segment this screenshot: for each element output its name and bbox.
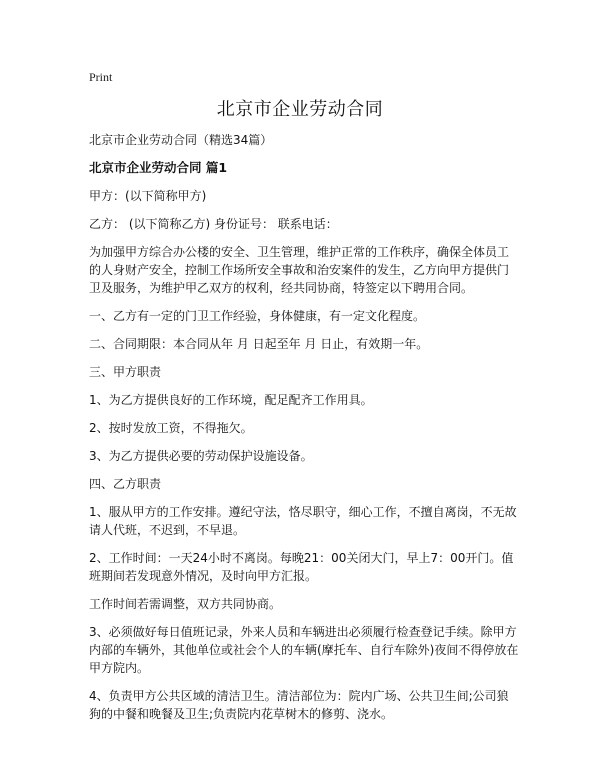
paragraph-intro: 为加强甲方综合办公楼的安全、卫生管理，维护正常的工作秩序，确保全体员工的人身财产安全，控制工作场所安全事故和治安案件的发生，乙方向甲方提供门卫及服务，为维护甲乙双方的权利，经共同协商，特签定以下聘用合同。: [89, 245, 510, 295]
paragraph-party-b-duty-4: 4、负责甲方公共区域的清洁卫生。清洁部位为：院内广场、公共卫生间;公司狼狗的中餐和晚餐及卫生;负责院内花草树木的修剪、浇水。: [89, 689, 509, 721]
paragraph-party-b-duties-heading: 四、乙方职责: [89, 477, 162, 491]
paragraph-clause-1: 一、乙方有一定的门卫工作经验，身体健康，有一定文化程度。: [89, 309, 426, 323]
paragraph-party-a-duty-3: 3、为乙方提供必要的劳动保护设施设备。: [89, 449, 313, 463]
paragraph-party-a-duty-1: 1、为乙方提供良好的工作环境，配足配齐工作用具。: [89, 393, 373, 407]
paragraph-party-b: 乙方： (以下简称乙方) 身份证号： 联系电话：: [89, 217, 338, 231]
print-link[interactable]: Print: [89, 70, 113, 84]
paragraph-clause-2: 二、合同期限：本合同从年 月 日起至年 月 日止，有效期一年。: [89, 337, 429, 351]
document-body: [89, 131, 519, 733]
paragraph-party-a: 甲方：(以下简称甲方): [89, 189, 207, 203]
paragraph-party-b-duty-2: 2、工作时间：一天24小时不离岗。每晚21：00关闭大门，早上7：00开门。值班期间若发现意外情况，及时向甲方汇报。: [89, 551, 514, 583]
paragraph-party-a-duty-2: 2、按时发放工资，不得拖欠。: [89, 421, 253, 435]
paragraph-party-b-duty-3: 3、必须做好每日值班记录，外来人员和车辆进出必须履行检查登记手续。除甲方内部的车辆外，其他单位或社会个人的车辆(摩托车、自行车除外)夜间不得停放在甲方院内。: [89, 625, 519, 675]
section-heading: 北京市企业劳动合同 篇1: [89, 160, 228, 175]
document-subtitle: 北京市企业劳动合同（精选34篇）: [89, 133, 273, 147]
paragraph-work-time-note: 工作时间若需调整，双方共同协商。: [89, 597, 282, 611]
document-title: 北京市企业劳动合同: [216, 99, 384, 120]
paragraph-party-b-duty-1: 1、服从甲方的工作安排。遵纪守法，恪尽职守，细心工作，不擅自离岗，不无故请人代班，不迟到，不早退。: [89, 505, 517, 537]
paragraph-party-a-duties-heading: 三、甲方职责: [89, 365, 162, 379]
